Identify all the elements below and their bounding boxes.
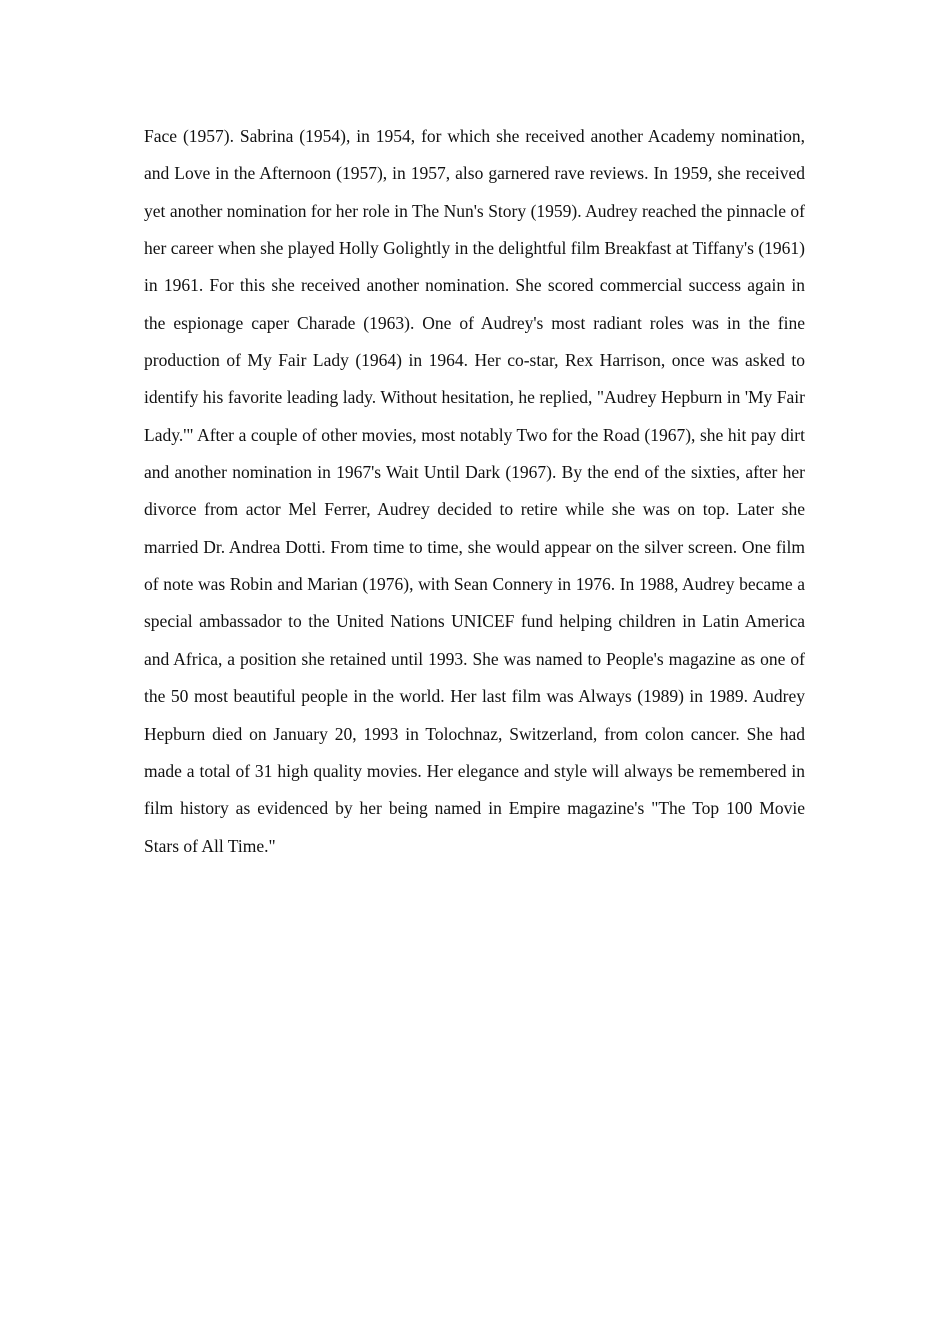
body-paragraph: Face (1957). Sabrina (1954), in 1954, for which she received another Academy nomination, and Love in the Afternoon (1957), in 1957, also garnered rave reviews. In 1959, she received yet another nomination for her role in The Nun's Story (1959). Audrey reached the pinnacle of her career when she played Holly Golightly in the delightful film Breakfast at Tiffany's (1961) in 1961. For this she received another nomination. She scored commercial success again in the espionage caper Charade (1963). One of Audrey's most radiant roles was in the fine production of My Fair Lady (1964) in 1964. Her co-star, Rex Harrison, once was asked to identify his favorite leading lady. Without hesitation, he replied, "Audrey Hepburn in 'My Fair Lady.'" After a couple of other movies, most notably Two for the Road (1967), she hit pay dirt and another nomination in 1967's Wait Until Dark (1967). By the end of the sixties, after her divorce from actor Mel Ferrer, Audrey decided to retire while she was on top. Later she married Dr. Andrea Dotti. From time to time, she would appear on the silver screen. One film of note was Robin and Marian (1976), with Sean Connery in 1976. In 1988, Audrey became a special ambassador to the United Nations UNICEF fund helping children in Latin America and Africa, a position she retained until 1993. She was named to People's magazine as one of the 50 most beautiful people in the world. Her last film was Always (1989) in 1989. Audrey Hepburn died on January 20, 1993 in Tolochnaz, Switzerland, from colon cancer. She had made a total of 31 high quality movies. Her elegance and style will always be remembered in film history as evidenced by her being named in Empire magazine's "The Top 100 Movie Stars of All Time." <box>144 126 805 856</box>
